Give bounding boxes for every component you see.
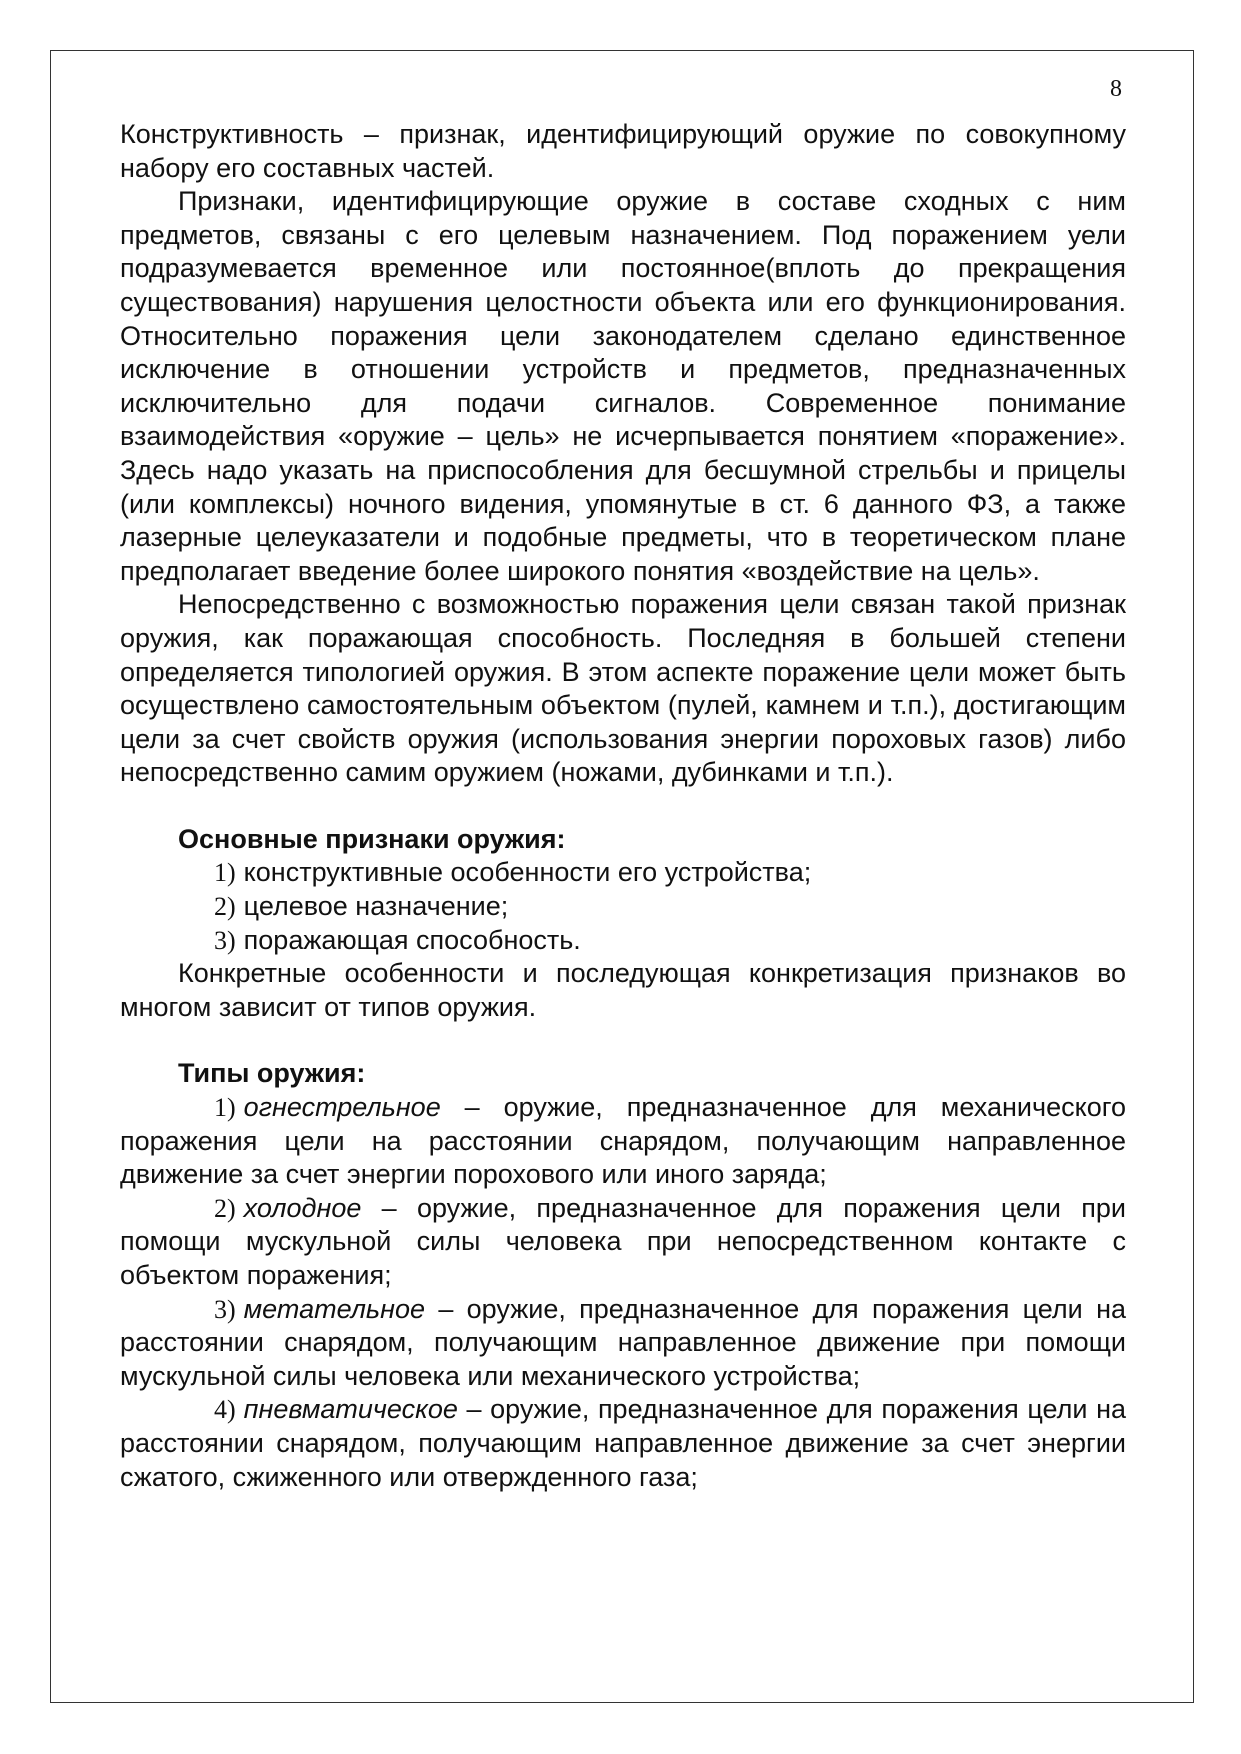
type-item-throwing	[120, 1293, 1126, 1394]
features-heading: Основные признаки оружия:	[178, 823, 566, 854]
type-item-firearm	[120, 1091, 1126, 1192]
type-item-number: 4)	[214, 1395, 236, 1425]
list-item	[120, 924, 1126, 958]
list-item-number: 2)	[214, 892, 236, 922]
paragraph-definition: Конструктивность – признак, идентифицирующий оружие по совокупному набору его составных частей.	[120, 119, 1126, 183]
type-description: – оружие, предназначенное для поражения цели на расстоянии снарядом, получающим направленное движение при помощи мускульной силы человека или механического устройства;	[120, 1293, 1126, 1391]
type-item-number: 1)	[214, 1093, 236, 1123]
list-item-text: конструктивные особенности его устройства;	[243, 857, 812, 888]
document-body	[120, 118, 1126, 1494]
type-term: холодное	[243, 1192, 362, 1223]
type-item-pneumatic	[120, 1393, 1126, 1494]
type-description: – оружие, предназначенное для поражения цели на расстоянии снарядом, получающим направленное движение за счет энергии сжатого, сжиженного или отвержденного газа;	[120, 1394, 1126, 1492]
type-item-number: 2)	[214, 1193, 236, 1223]
paragraph-purpose: Признаки, идентифицирующие оружие в составе сходных с ним предметов, связаны с его целевым назначением. Под поражением уели подразумевается временное или постоянное(вплоть до прекращения существования) нарушения целостности объекта или его функционирования. Относительно поражения цели законодателем сделано единственное исключение в отношении устройств и предметов, предназначенных исключительно для подачи сигналов. Современное понимание взаимодействия «оружие – цель» не исчерпывается понятием «поражение». Здесь надо указать на приспособления для бесшумной стрельбы и прицелы (или комплексы) ночного видения, упомянутые в ст. 6 данного ФЗ, а также лазерные целеуказатели и подобные предметы, что в теоретическом плане предполагает введение более широкого понятия «воздействие на цель».	[120, 186, 1126, 586]
list-item-number: 3)	[214, 925, 236, 955]
paragraph-damage-ability: Непосредственно с возможностью поражения цели связан такой признак оружия, как поражающая способность. Последняя в большей степени определяется типологией оружия. В этом аспекте поражение цели может быть осуществлено самостоятельным объектом (пулей, камнем и т.п.), достигающим цели за счет свойств оружия (использования энергии пороховых газов) либо непосредственно самим оружием (ножами, дубинками и т.п.).	[120, 589, 1126, 788]
type-description: – оружие, предназначенное для поражения цели при помощи мускульной силы человека при непосредственном контакте с объектом поражения;	[120, 1192, 1126, 1290]
type-item-number: 3)	[214, 1294, 236, 1324]
list-item	[120, 890, 1126, 924]
list-item-number: 1)	[214, 858, 236, 888]
types-heading: Типы оружия:	[178, 1058, 366, 1089]
type-term: пневматическое	[243, 1394, 458, 1425]
type-term: метательное	[243, 1293, 426, 1324]
list-item-text: целевое назначение;	[243, 891, 509, 922]
list-item-text: поражающая способность.	[243, 924, 581, 955]
type-term: огнестрельное	[243, 1092, 441, 1123]
paragraph-features-after: Конкретные особенности и последующая конкретизация признаков во многом зависит от типов оружия.	[120, 958, 1126, 1022]
list-item	[120, 856, 1126, 890]
type-item-cold	[120, 1192, 1126, 1293]
page-number: 8	[1110, 76, 1122, 102]
type-description: – оружие, предназначенное для механического поражения цели на расстоянии снарядом, получающим направленное движение за счет энергии порохового или иного заряда;	[120, 1092, 1126, 1190]
